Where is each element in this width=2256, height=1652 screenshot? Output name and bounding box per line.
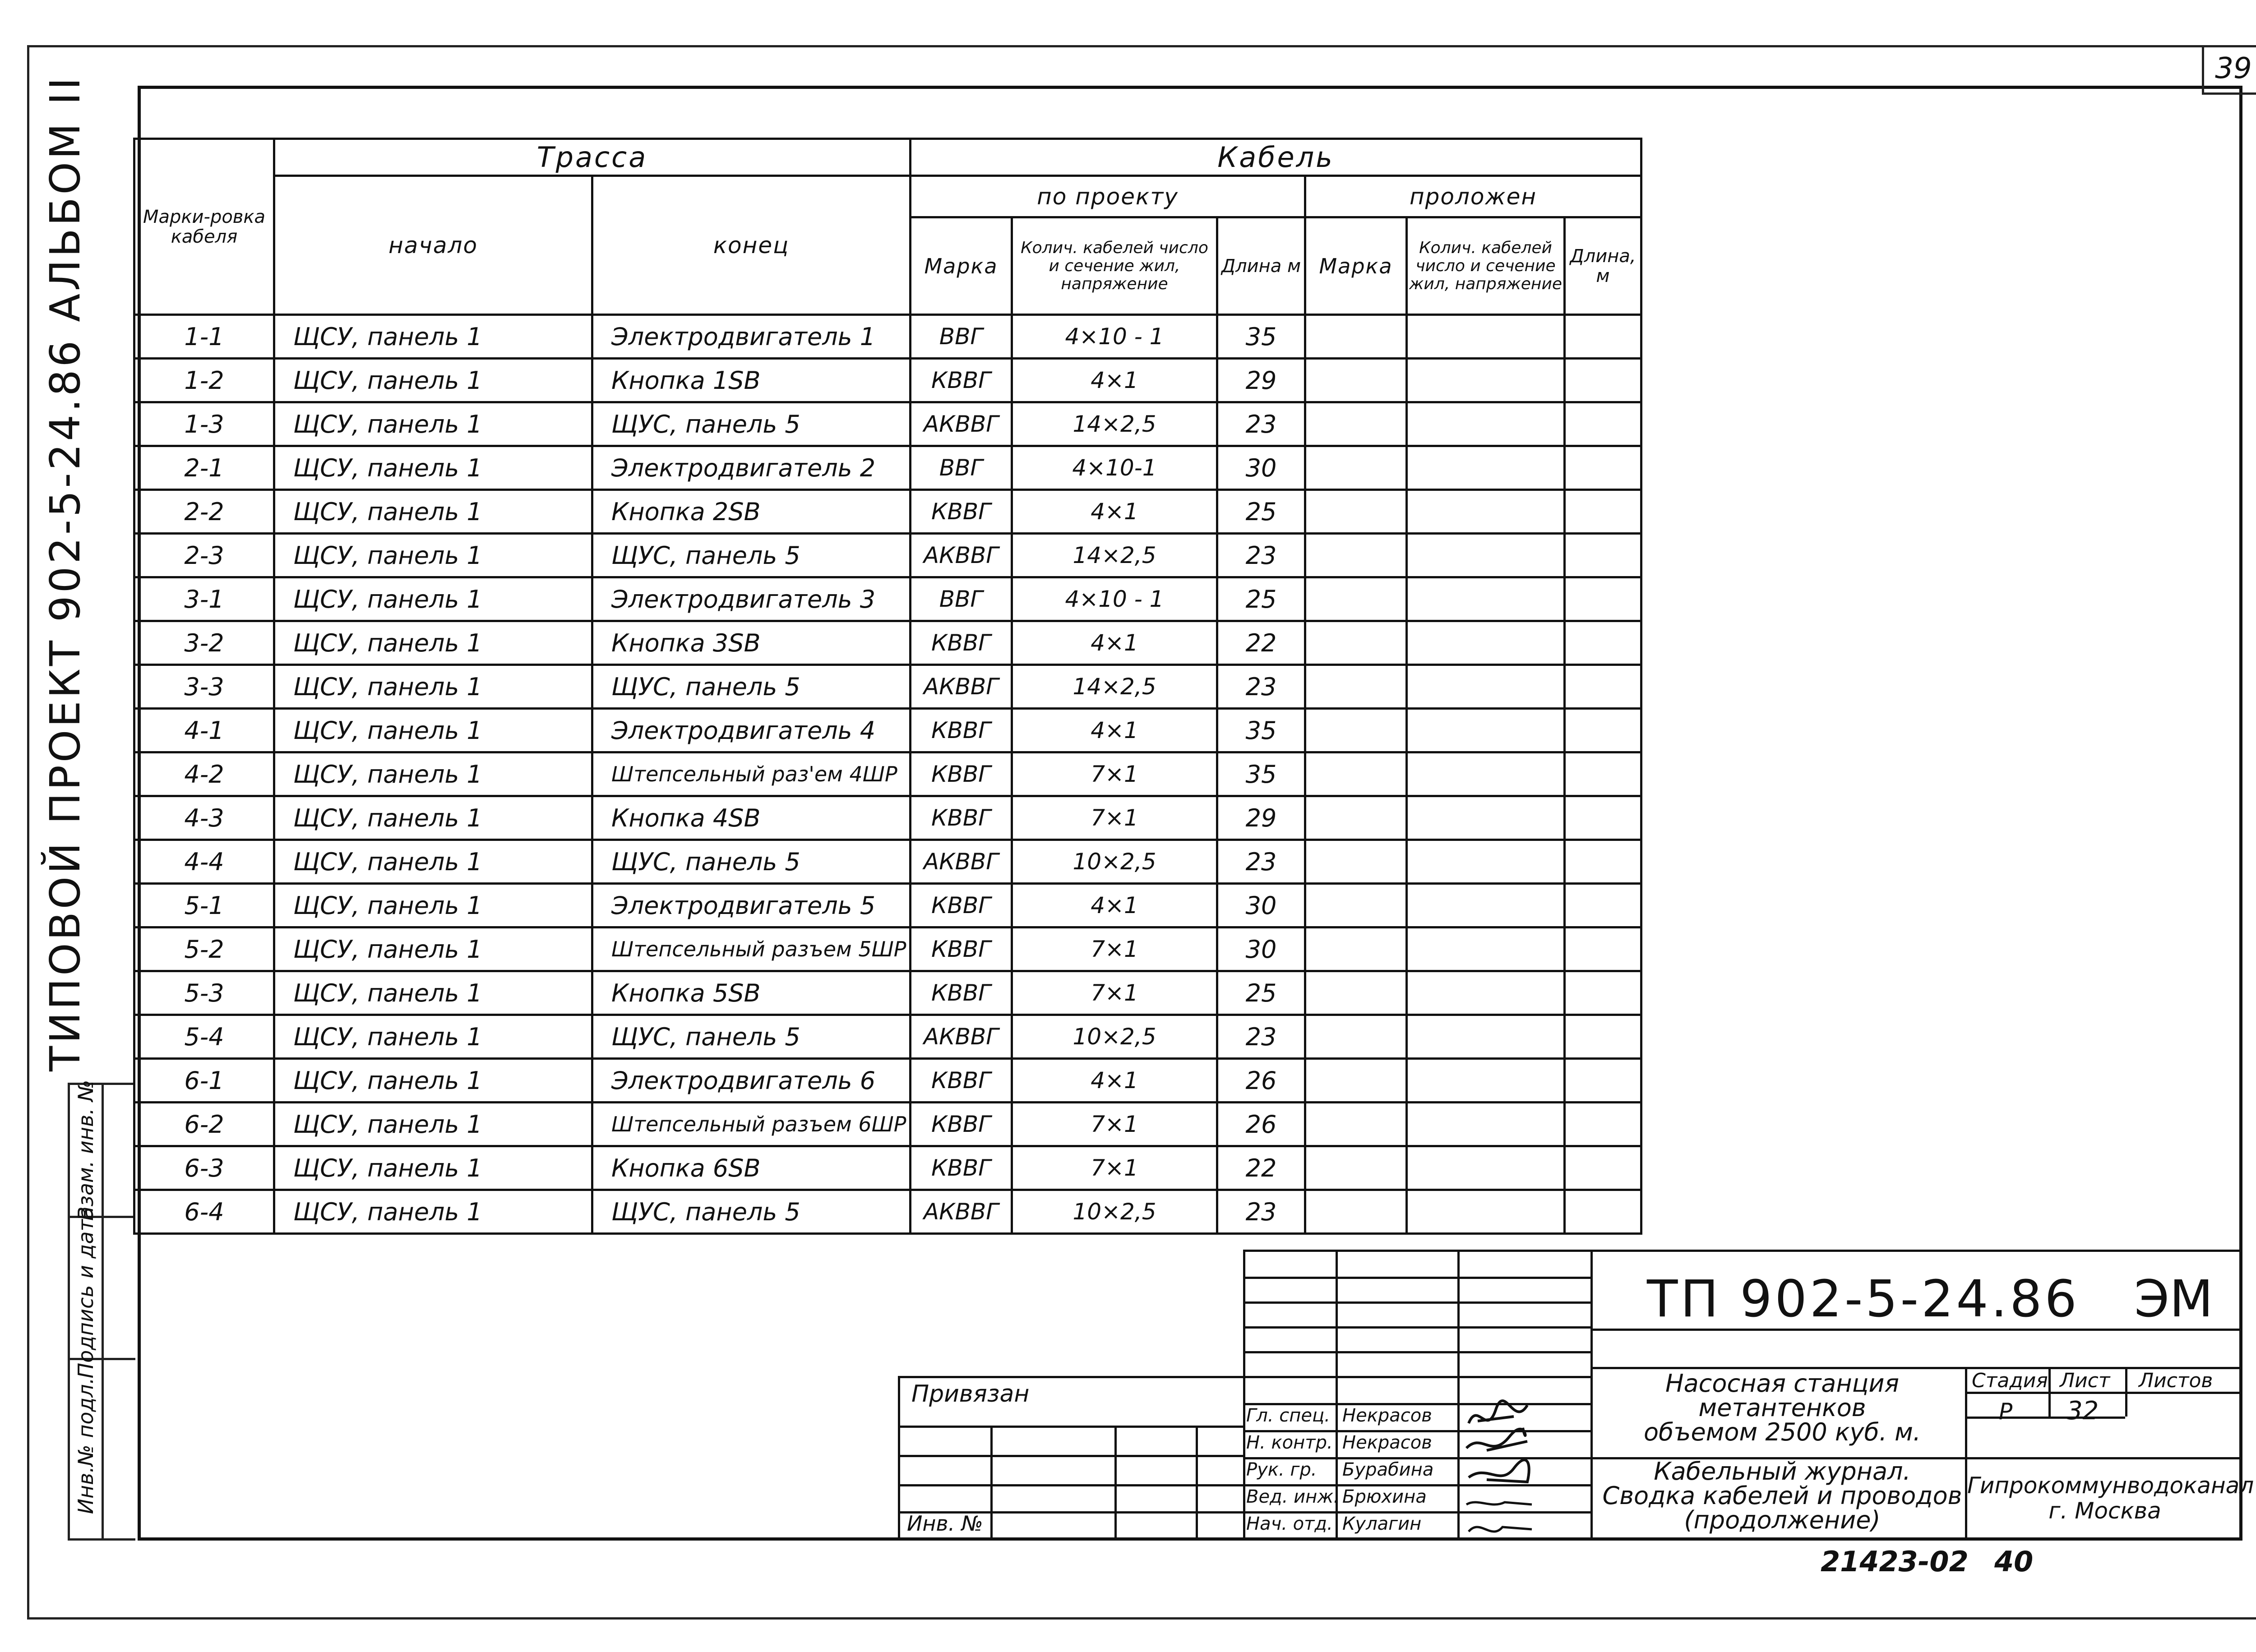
table-row — [134, 796, 1641, 840]
name-chief-spec: Некрасов — [1342, 1405, 1432, 1426]
cell-laid-section — [1407, 490, 1565, 534]
stamp-label-replace-inv: Взам. инв. № — [74, 1080, 98, 1221]
cell-length: 35 — [1217, 315, 1305, 359]
cell-length: 35 — [1217, 709, 1305, 752]
cell-laid-section — [1407, 709, 1565, 752]
cell-brand: КВВГ — [911, 752, 1012, 796]
object-name-line-1: Насосная станция — [1665, 1369, 1900, 1398]
cell-laid-section — [1407, 1059, 1565, 1103]
cell-laid-length — [1565, 1146, 1641, 1190]
table-row — [134, 621, 1641, 665]
name-group-head: Бурабина — [1342, 1459, 1434, 1480]
cell-section: 4×1 — [1012, 1059, 1217, 1103]
object-name-line-2: метантенков — [1698, 1394, 1866, 1422]
cell-length: 23 — [1217, 1190, 1305, 1234]
cell-brand: АКВВГ — [911, 840, 1012, 884]
cell-section: 14×2,5 — [1012, 534, 1217, 577]
sheets-label: Листов — [2139, 1369, 2213, 1392]
cell-brand: КВВГ — [911, 1103, 1012, 1146]
cell-laid-section — [1407, 1146, 1565, 1190]
cell-end: Электродвигатель 3 — [592, 577, 911, 621]
cell-mark: 2-1 — [134, 446, 274, 490]
table-row — [134, 884, 1641, 928]
cell-start: ЩСУ, панель 1 — [274, 1059, 592, 1103]
cell-section: 4×1 — [1012, 359, 1217, 402]
cell-end: Кнопка 1SB — [592, 359, 911, 402]
cell-length: 30 — [1217, 928, 1305, 971]
table-row — [134, 752, 1641, 796]
cell-end: Электродвигатель 2 — [592, 446, 911, 490]
name-dept-head: Кулагин — [1342, 1514, 1422, 1534]
cell-end: Кнопка 4SB — [592, 796, 911, 840]
header-length: Длина м — [1217, 217, 1305, 315]
cell-laid-brand — [1305, 752, 1407, 796]
cell-laid-section — [1407, 1190, 1565, 1234]
cell-brand: КВВГ — [911, 490, 1012, 534]
cell-section: 4×1 — [1012, 490, 1217, 534]
cell-section: 10×2,5 — [1012, 1190, 1217, 1234]
cell-length: 26 — [1217, 1059, 1305, 1103]
cell-end: Штепсельный раз'ем 4ШР — [592, 752, 911, 796]
cell-mark: 5-2 — [134, 928, 274, 971]
cell-mark: 2-2 — [134, 490, 274, 534]
cell-start: ЩСУ, панель 1 — [274, 840, 592, 884]
cell-start: ЩСУ, панель 1 — [274, 752, 592, 796]
cell-section: 4×1 — [1012, 709, 1217, 752]
cell-brand: АКВВГ — [911, 665, 1012, 709]
cell-mark: 6-4 — [134, 1190, 274, 1234]
header-cable: Кабель — [911, 139, 1641, 176]
cell-mark: 5-3 — [134, 971, 274, 1015]
cell-brand: ВВГ — [911, 446, 1012, 490]
table-row — [134, 1015, 1641, 1059]
cell-mark: 6-2 — [134, 1103, 274, 1146]
cell-start: ЩСУ, панель 1 — [274, 402, 592, 446]
organization-name: Гипрокоммунводоканал — [1967, 1472, 2254, 1499]
cell-length: 35 — [1217, 752, 1305, 796]
cell-laid-length — [1565, 490, 1641, 534]
cell-laid-section — [1407, 1103, 1565, 1146]
cell-mark: 4-2 — [134, 752, 274, 796]
cell-brand: ВВГ — [911, 315, 1012, 359]
table-row — [134, 709, 1641, 752]
cell-section: 4×1 — [1012, 621, 1217, 665]
cell-start: ЩСУ, панель 1 — [274, 1190, 592, 1234]
cell-laid-brand — [1305, 1190, 1407, 1234]
table-row — [134, 1103, 1641, 1146]
table-row — [134, 446, 1641, 490]
cell-start: ЩСУ, панель 1 — [274, 796, 592, 840]
table-row — [134, 534, 1641, 577]
cell-brand: КВВГ — [911, 1146, 1012, 1190]
cell-start: ЩСУ, панель 1 — [274, 315, 592, 359]
table-row — [134, 1059, 1641, 1103]
table-row — [134, 490, 1641, 534]
cell-section: 7×1 — [1012, 1103, 1217, 1146]
header-count-section-laid: Колич. кабелей число и сечение жил, напряжение — [1407, 217, 1565, 315]
page-number: 39 — [2202, 45, 2256, 95]
cell-section: 4×10 - 1 — [1012, 577, 1217, 621]
cell-start: ЩСУ, панель 1 — [274, 1146, 592, 1190]
cell-mark: 3-3 — [134, 665, 274, 709]
cell-section: 7×1 — [1012, 971, 1217, 1015]
cell-mark: 2-3 — [134, 534, 274, 577]
cell-length: 22 — [1217, 1146, 1305, 1190]
cell-length: 23 — [1217, 534, 1305, 577]
cell-end: ЩУС, панель 5 — [592, 1190, 911, 1234]
footer-number: 40 — [1994, 1545, 2034, 1578]
cell-laid-section — [1407, 402, 1565, 446]
cell-laid-length — [1565, 928, 1641, 971]
cell-laid-length — [1565, 534, 1641, 577]
cell-brand: КВВГ — [911, 621, 1012, 665]
cell-section: 7×1 — [1012, 796, 1217, 840]
header-marking: Марки-ровка кабеля — [134, 139, 274, 315]
cell-laid-brand — [1305, 1146, 1407, 1190]
cell-laid-brand — [1305, 621, 1407, 665]
cell-start: ЩСУ, панель 1 — [274, 446, 592, 490]
cell-laid-brand — [1305, 534, 1407, 577]
cell-laid-brand — [1305, 928, 1407, 971]
cell-end: Штепсельный разъем 5ШР — [592, 928, 911, 971]
cell-section: 7×1 — [1012, 928, 1217, 971]
cell-mark: 6-3 — [134, 1146, 274, 1190]
cell-length: 23 — [1217, 840, 1305, 884]
cell-end: ЩУС, панель 5 — [592, 402, 911, 446]
header-brand-laid: Марка — [1305, 217, 1407, 315]
cell-length: 23 — [1217, 402, 1305, 446]
cell-section: 4×1 — [1012, 884, 1217, 928]
cell-laid-brand — [1305, 884, 1407, 928]
table-row — [134, 840, 1641, 884]
cell-laid-section — [1407, 577, 1565, 621]
cell-section: 7×1 — [1012, 752, 1217, 796]
cell-laid-length — [1565, 884, 1641, 928]
cell-end: ЩУС, панель 5 — [592, 1015, 911, 1059]
cell-laid-section — [1407, 621, 1565, 665]
cell-laid-brand — [1305, 971, 1407, 1015]
organization-city: г. Москва — [2048, 1498, 2161, 1524]
bound-label: Привязан — [911, 1380, 1030, 1407]
cell-start: ЩСУ, панель 1 — [274, 534, 592, 577]
table-row — [134, 402, 1641, 446]
cell-start: ЩСУ, панель 1 — [274, 884, 592, 928]
cell-start: ЩСУ, панель 1 — [274, 1015, 592, 1059]
cell-end: Кнопка 6SB — [592, 1146, 911, 1190]
cell-laid-length — [1565, 315, 1641, 359]
cell-start: ЩСУ, панель 1 — [274, 928, 592, 971]
cell-laid-length — [1565, 1059, 1641, 1103]
cell-laid-section — [1407, 840, 1565, 884]
cell-laid-length — [1565, 1015, 1641, 1059]
cell-laid-length — [1565, 971, 1641, 1015]
cell-laid-section — [1407, 971, 1565, 1015]
cell-laid-brand — [1305, 402, 1407, 446]
cell-length: 25 — [1217, 490, 1305, 534]
cable-rows — [134, 315, 1641, 1234]
cell-end: Электродвигатель 4 — [592, 709, 911, 752]
cell-length: 23 — [1217, 665, 1305, 709]
cell-laid-length — [1565, 621, 1641, 665]
cell-section: 10×2,5 — [1012, 840, 1217, 884]
organization-block — [1967, 1472, 2254, 1524]
cell-laid-brand — [1305, 577, 1407, 621]
header-start: начало — [274, 176, 592, 315]
stamp-label-inv-original: Инв.№ подл. — [74, 1377, 98, 1514]
table-row — [134, 928, 1641, 971]
cell-mark: 6-1 — [134, 1059, 274, 1103]
cell-mark: 4-1 — [134, 709, 274, 752]
cell-laid-brand — [1305, 665, 1407, 709]
cable-journal-table — [133, 138, 1642, 1235]
cell-laid-length — [1565, 1103, 1641, 1146]
cell-laid-brand — [1305, 796, 1407, 840]
cell-length: 29 — [1217, 796, 1305, 840]
cell-brand: АКВВГ — [911, 1015, 1012, 1059]
cell-brand: КВВГ — [911, 884, 1012, 928]
cell-mark: 3-1 — [134, 577, 274, 621]
table-row — [134, 1190, 1641, 1234]
cell-laid-length — [1565, 840, 1641, 884]
sheet-label: Лист — [2060, 1369, 2110, 1392]
cell-laid-section — [1407, 315, 1565, 359]
cell-laid-length — [1565, 402, 1641, 446]
cell-brand: ВВГ — [911, 577, 1012, 621]
cell-end: Электродвигатель 1 — [592, 315, 911, 359]
cell-brand: АКВВГ — [911, 1190, 1012, 1234]
footer-code: 21423-02 — [1821, 1545, 1969, 1578]
cell-laid-section — [1407, 665, 1565, 709]
cell-start: ЩСУ, панель 1 — [274, 709, 592, 752]
cell-start: ЩСУ, панель 1 — [274, 577, 592, 621]
table-row — [134, 1146, 1641, 1190]
cell-end: Штепсельный разъем 6ШР — [592, 1103, 911, 1146]
cell-brand: КВВГ — [911, 1059, 1012, 1103]
cell-end: ЩУС, панель 5 — [592, 665, 911, 709]
header-length-laid: Длина, м — [1565, 217, 1641, 315]
cell-laid-brand — [1305, 359, 1407, 402]
cell-brand: КВВГ — [911, 928, 1012, 971]
cell-end: Электродвигатель 5 — [592, 884, 911, 928]
cell-length: 26 — [1217, 1103, 1305, 1146]
cell-mark: 1-3 — [134, 402, 274, 446]
sheet-name-line-2: Сводка кабелей и проводов — [1602, 1481, 1962, 1510]
cell-length: 25 — [1217, 577, 1305, 621]
cell-brand: КВВГ — [911, 796, 1012, 840]
object-name-line-3: объемом 2500 куб. м. — [1643, 1418, 1921, 1446]
cell-mark: 4-3 — [134, 796, 274, 840]
cell-laid-length — [1565, 709, 1641, 752]
header-end: конец — [592, 176, 911, 315]
cell-brand: АКВВГ — [911, 402, 1012, 446]
role-dept-head: Нач. отд. — [1246, 1514, 1333, 1534]
cell-end: Кнопка 5SB — [592, 971, 911, 1015]
cell-brand: КВВГ — [911, 359, 1012, 402]
table-row — [134, 971, 1641, 1015]
cell-laid-brand — [1305, 1015, 1407, 1059]
cell-end: ЩУС, панель 5 — [592, 840, 911, 884]
cell-section: 10×2,5 — [1012, 1015, 1217, 1059]
cell-brand: КВВГ — [911, 709, 1012, 752]
sheet-value: 32 — [2066, 1396, 2099, 1426]
table-row — [134, 315, 1641, 359]
left-stamp — [68, 1080, 135, 1541]
document-mark: ЭМ — [2134, 1270, 2213, 1329]
cell-laid-brand — [1305, 1059, 1407, 1103]
inv-no-label: Инв. № — [907, 1511, 983, 1536]
cell-laid-length — [1565, 359, 1641, 402]
cell-mark: 1-1 — [134, 315, 274, 359]
sheet-name-line-3: (продолжение) — [1684, 1506, 1881, 1534]
cell-laid-length — [1565, 665, 1641, 709]
role-lead-engineer: Вед. инж. — [1246, 1486, 1340, 1507]
cell-laid-length — [1565, 1190, 1641, 1234]
role-chief-spec: Гл. спец. — [1246, 1405, 1330, 1426]
cell-mark: 4-4 — [134, 840, 274, 884]
header-laid: проложен — [1305, 176, 1641, 217]
document-code: ТП 902-5-24.86 — [1647, 1270, 2080, 1329]
cell-laid-brand — [1305, 840, 1407, 884]
cell-laid-brand — [1305, 315, 1407, 359]
cell-laid-section — [1407, 752, 1565, 796]
cell-start: ЩСУ, панель 1 — [274, 1103, 592, 1146]
header-brand: Марка — [911, 217, 1012, 315]
header-count-section: Колич. кабелей число и сечение жил, напряжение — [1012, 217, 1217, 315]
cell-section: 4×10-1 — [1012, 446, 1217, 490]
cell-start: ЩСУ, панель 1 — [274, 621, 592, 665]
cell-start: ЩСУ, панель 1 — [274, 971, 592, 1015]
stamp-label-signature-date: Подпись и дата — [74, 1206, 98, 1379]
cell-length: 30 — [1217, 446, 1305, 490]
cell-mark: 3-2 — [134, 621, 274, 665]
cell-laid-section — [1407, 1015, 1565, 1059]
cell-section: 14×2,5 — [1012, 402, 1217, 446]
cell-laid-length — [1565, 796, 1641, 840]
signatures — [1460, 1396, 1590, 1541]
cell-brand: АКВВГ — [911, 534, 1012, 577]
table-row — [134, 359, 1641, 402]
name-lead-engineer: Брюхина — [1342, 1486, 1427, 1507]
header-route: Трасса — [274, 139, 911, 176]
table-row — [134, 665, 1641, 709]
cell-mark: 5-4 — [134, 1015, 274, 1059]
object-name-block — [1611, 1371, 1954, 1444]
vertical-project-title: ТИПОВОЙ ПРОЕКТ 902-5-24.86 АЛЬБОМ II — [41, 75, 89, 1071]
cell-end: Электродвигатель 6 — [592, 1059, 911, 1103]
cell-mark: 5-1 — [134, 884, 274, 928]
cell-section: 14×2,5 — [1012, 665, 1217, 709]
cell-section: 7×1 — [1012, 1146, 1217, 1190]
cell-laid-length — [1565, 446, 1641, 490]
cell-brand: КВВГ — [911, 971, 1012, 1015]
cell-length: 23 — [1217, 1015, 1305, 1059]
cell-length: 30 — [1217, 884, 1305, 928]
cell-length: 25 — [1217, 971, 1305, 1015]
cell-length: 22 — [1217, 621, 1305, 665]
sheet-name-block — [1602, 1459, 1963, 1532]
cell-laid-brand — [1305, 490, 1407, 534]
cell-length: 29 — [1217, 359, 1305, 402]
role-group-head: Рук. гр. — [1246, 1459, 1317, 1480]
cell-laid-length — [1565, 577, 1641, 621]
role-norm-control: Н. контр. — [1246, 1432, 1333, 1453]
cell-start: ЩСУ, панель 1 — [274, 359, 592, 402]
stage-label: Стадия — [1972, 1369, 2048, 1392]
cell-mark: 1-2 — [134, 359, 274, 402]
cell-laid-section — [1407, 884, 1565, 928]
cell-end: Кнопка 2SB — [592, 490, 911, 534]
cell-section: 4×10 - 1 — [1012, 315, 1217, 359]
table-row — [134, 577, 1641, 621]
name-norm-control: Некрасов — [1342, 1432, 1432, 1453]
cell-laid-section — [1407, 796, 1565, 840]
cell-end: Кнопка 3SB — [592, 621, 911, 665]
cell-laid-section — [1407, 534, 1565, 577]
stage-value: Р — [1999, 1398, 2013, 1425]
cell-laid-brand — [1305, 446, 1407, 490]
cell-start: ЩСУ, панель 1 — [274, 665, 592, 709]
cell-laid-section — [1407, 359, 1565, 402]
cell-laid-brand — [1305, 709, 1407, 752]
header-by-project: по проекту — [911, 176, 1305, 217]
cell-laid-brand — [1305, 1103, 1407, 1146]
cell-start: ЩСУ, панель 1 — [274, 490, 592, 534]
cell-laid-section — [1407, 928, 1565, 971]
cell-laid-section — [1407, 446, 1565, 490]
sheet-name-line-1: Кабельный журнал. — [1654, 1457, 1911, 1486]
cell-end: ЩУС, панель 5 — [592, 534, 911, 577]
cell-laid-length — [1565, 752, 1641, 796]
